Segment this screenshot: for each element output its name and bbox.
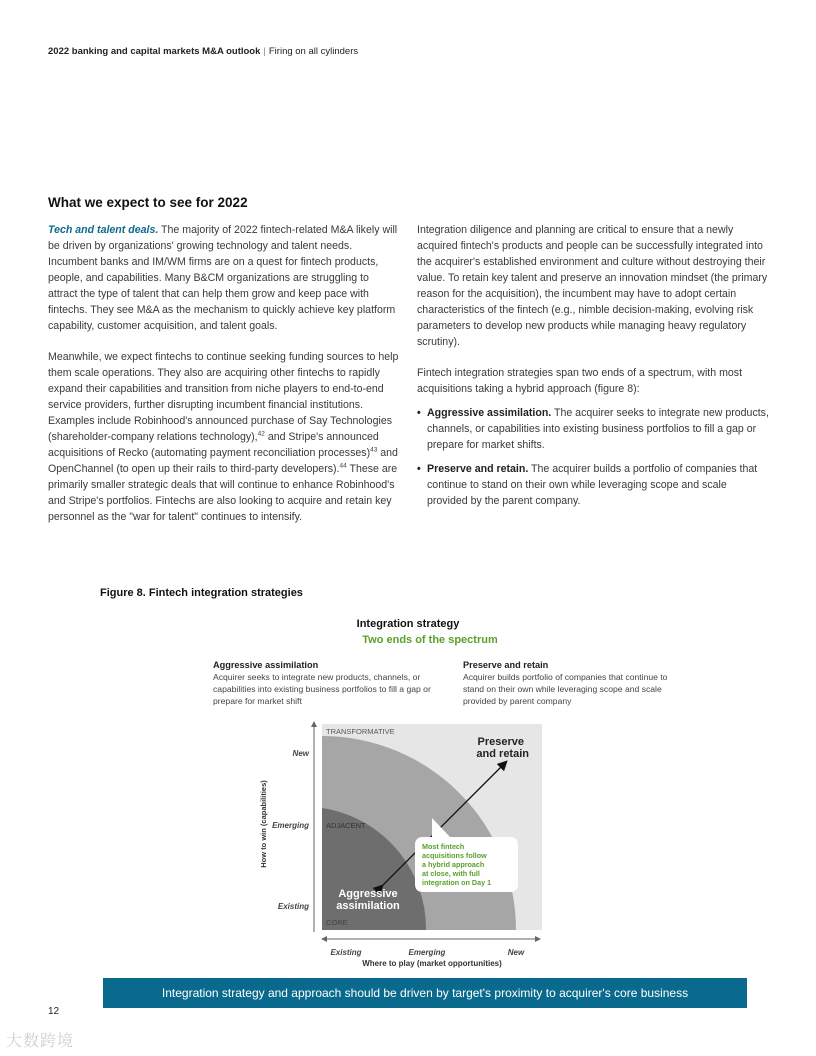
aggressive-description — [213, 659, 433, 707]
callout-line: at close, with full — [422, 869, 480, 878]
callout-line: a hybrid approach — [422, 860, 485, 869]
zone-label-adjacent: ADJACENT — [326, 821, 366, 830]
y-axis-label: How to win (capabilities) — [259, 780, 268, 868]
paragraph-integration-diligence: Integration diligence and planning are critical to ensure that a newly acquired fintech's products and people can be successfully integrated into the acquirer's established environment and culture without destroying their value. To retain key talent and preserve an innovation mindset (the primary reason for the acquisition), the incumbent may have to adopt certain characteristics of the fintech (e.g., nimble decision-making, evolving risk parameters to develop new products while managing heavy regulatory scrutiny). — [417, 224, 768, 348]
preserve-text: Acquirer builds portfolio of companies that continue to stand on their own while leveraging scope and scale provided by parent company — [463, 672, 668, 706]
callout-line: integration on Day 1 — [422, 878, 492, 887]
page-number: 12 — [48, 1006, 60, 1017]
lead-tech-talent: Tech and talent deals. — [48, 224, 159, 236]
y-tick-existing: Existing — [277, 902, 309, 911]
x-tick-existing: Existing — [330, 948, 362, 957]
bullet-text: The acquirer builds a portfolio of companies that continue to stand on their own while leveraging scope and scale provided by the parent company. — [427, 463, 758, 507]
figure-subtitle: Two ends of the spectrum — [362, 634, 498, 646]
section-title: What we expect to see for 2022 — [48, 195, 248, 210]
paragraph-tech-talent — [48, 222, 400, 334]
region-label-aggressive-line1: Aggressive — [338, 888, 398, 900]
region-label-aggressive-line2: assimilation — [336, 900, 400, 912]
left-column — [48, 222, 400, 540]
preserve-description — [463, 659, 683, 707]
aggressive-heading: Aggressive assimilation — [213, 660, 319, 670]
figure-title: Integration strategy — [356, 618, 460, 630]
paragraph-text: Meanwhile, we expect fintechs to continue seeking funding sources to help them scale operations. They also are acquiring other fintechs to rapidly expand their capabilities and transition from niche players to end-to-end service providers, further disrupting incumbent financial institutions. Examples include Robinhood's announced purchase of Say Technologies (shareholder-company relations technology), — [48, 351, 399, 443]
list-item — [417, 461, 769, 509]
strategy-list — [417, 405, 769, 509]
y-tick-emerging: Emerging — [272, 821, 309, 830]
zone-label-core: CORE — [326, 918, 348, 927]
header-section: Firing on all cylinders — [268, 46, 359, 57]
bullet-text: The acquirer seeks to integrate new products, channels, or capabilities into existing business portfolios to fill a gap or prepare for market shifts. — [427, 407, 769, 451]
figure-caption: Figure 8. Fintech integration strategies — [100, 587, 303, 599]
footnote-ref-44[interactable]: 44 — [339, 462, 347, 470]
callout-line: Most fintech — [422, 842, 465, 851]
list-item — [417, 405, 769, 453]
callout-line: acquisitions follow — [422, 851, 487, 860]
paragraph-text: and Stripe's announced acquisitions of Recko (automating payment reconciliation processes) — [48, 431, 379, 459]
paragraph-fintechs — [48, 349, 400, 525]
x-tick-emerging: Emerging — [408, 948, 446, 957]
footnote-ref-43[interactable]: 43 — [370, 446, 378, 454]
bullet-term: Aggressive assimilation. — [427, 407, 552, 419]
zone-label-transformative: TRANSFORMATIVE — [326, 727, 395, 736]
aggressive-text: Acquirer seeks to integrate new products, channels, or capabilities into existing business portfolios to fill a gap or prepare for market shift — [213, 672, 431, 706]
paragraph-spectrum: Fintech integration strategies span two ends of a spectrum, with most acquisitions taking a hybrid approach (figure 8): — [417, 367, 743, 395]
x-tick-new: New — [507, 948, 525, 957]
region-label-preserve-line2: and retain — [476, 748, 529, 760]
report-title: 2022 banking and capital markets M&A outlook — [48, 46, 261, 57]
preserve-heading: Preserve and retain — [463, 660, 549, 670]
running-header — [48, 46, 358, 57]
paragraph-text: These are primarily smaller strategic deals that will continue to enhance Robinhood's and Stripe's portfolios. Fintechs are also looking to acquire and retain key personnel as the "war for talent" continues to intensify. — [48, 463, 398, 523]
bullet-term: Preserve and retain. — [427, 463, 529, 475]
header-separator: | — [263, 46, 266, 57]
right-column — [417, 222, 769, 517]
region-label-preserve-line1: Preserve — [477, 736, 524, 748]
x-axis-label: Where to play (market opportunities) — [362, 959, 502, 968]
paragraph-text: The majority of 2022 fintech-related M&A likely will be driven by organizations' growing technology and talent needs. Incumbent banks and IM/WM firms are on a quest for fintech products, people, and capabilities. Many B&CM organizations are struggling to attract the type of talent that can help them grow and keep pace with fintechs. They see M&A as the mechanism to quickly achieve key platform capability, customer acquisition, and talent goals. — [48, 224, 398, 332]
watermark: 大数跨境 — [6, 1033, 75, 1050]
integration-strategy-diagram — [254, 718, 554, 973]
paragraph-text: and OpenChannel (to open up their rails to third-party developers). — [48, 447, 398, 475]
y-tick-new: New — [292, 749, 309, 758]
footnote-ref-42[interactable]: 42 — [257, 430, 265, 438]
key-takeaway-banner: Integration strategy and approach should be driven by target's proximity to acquirer's core business — [103, 978, 747, 1008]
